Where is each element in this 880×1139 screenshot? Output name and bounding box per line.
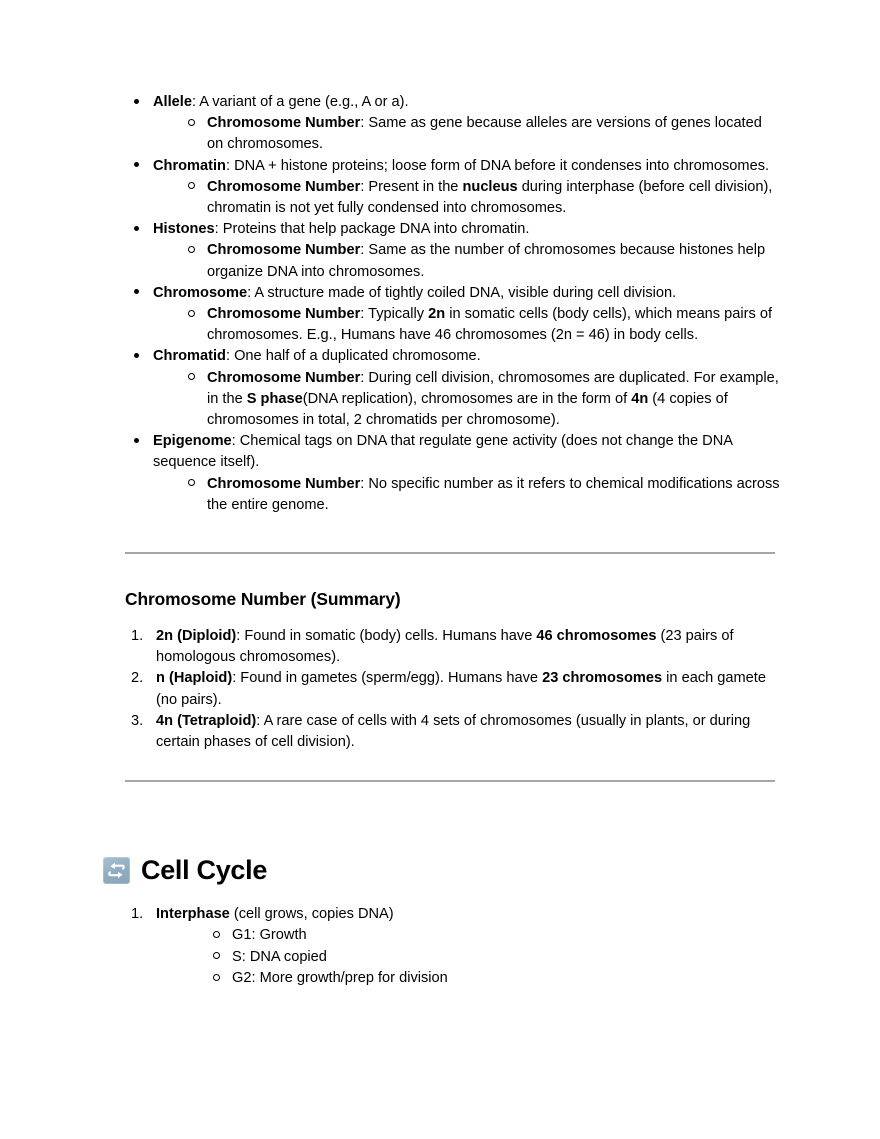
bullet-circle-icon (188, 113, 202, 134)
sub-term: Chromosome Number (207, 369, 361, 386)
summary-text-a: : A rare case of cells with 4 sets of chromosomes (usually in plants, or during certain phases of cell division). (156, 712, 751, 751)
bullet-circle-icon (188, 304, 202, 325)
glossary-definition: : Chemical tags on DNA that regulate gene activity (does not change the DNA sequence itself). (153, 433, 733, 471)
cell-cycle-heading (103, 854, 780, 886)
phase-sub-text: G2: More growth/prep for division (232, 969, 448, 986)
sub-term: Chromosome Number (207, 178, 361, 195)
list-number (131, 668, 143, 689)
glossary-term: Chromatid (153, 348, 226, 365)
summary-term: 4n (Tetraploid) (156, 712, 257, 729)
phase-sub-text: G1: Growth (232, 927, 307, 944)
sub-emphasis-2: 4n (631, 390, 649, 407)
glossary-definition: : A structure made of tightly coiled DNA, visible during cell division. (247, 284, 677, 301)
glossary-sublist (153, 474, 780, 516)
sub-definition-b: in somatic cells (body cells), which means pairs of chromosomes. E.g., Humans have 46 chromosomes (2n = 46) in body cells. (207, 306, 773, 344)
bullet-disc-icon (134, 219, 148, 240)
glossary-definition: : DNA + histone proteins; loose form of DNA before it condenses into chromosomes. (225, 157, 770, 174)
list-item (204, 947, 780, 968)
glossary-definition: : Proteins that help package DNA into chromatin. (214, 221, 530, 238)
list-item (125, 346, 780, 431)
bullet-disc-icon (134, 156, 148, 177)
summary-emphasis: 46 chromosomes (536, 628, 657, 645)
sub-definition: : No specific number as it refers to chemical modifications across the entire genome. (207, 475, 780, 513)
sub-term: Chromosome Number (207, 115, 361, 132)
glossary-list (125, 92, 780, 516)
list-item (125, 156, 780, 220)
sub-definition: : Same as the number of chromosomes because histones help organize DNA into chromosomes. (207, 242, 766, 280)
glossary-sublist (153, 368, 780, 432)
list-item (125, 626, 780, 668)
bullet-circle-icon (188, 474, 202, 495)
list-item (125, 431, 780, 516)
cell-cycle-title: Cell Cycle (141, 855, 268, 886)
list-item (204, 925, 780, 946)
bullet-circle-icon (213, 968, 227, 989)
bullet-disc-icon (134, 283, 148, 304)
section-divider (125, 780, 775, 782)
list-item (125, 668, 780, 710)
bullet-circle-icon (213, 925, 227, 946)
summary-text-b: (23 pairs of homologous chromosomes). (156, 628, 734, 666)
bullet-disc-icon (134, 346, 148, 367)
list-item (125, 283, 780, 347)
sub-emphasis: 2n (428, 306, 446, 323)
glossary-sublist (153, 113, 780, 155)
summary-list (125, 626, 780, 753)
bullet-circle-icon (188, 177, 202, 198)
sub-definition-a: : Typically (360, 306, 429, 323)
section-divider (125, 552, 775, 554)
list-number (131, 626, 143, 647)
sub-definition-a: : Present in the (360, 178, 463, 195)
sub-definition-b: during interphase (before cell division), chromatin is not yet fully condensed into chromosomes. (207, 178, 773, 217)
summary-term: 2n (Diploid) (156, 628, 237, 645)
list-item (179, 474, 780, 516)
glossary-term: Chromosome (153, 284, 248, 301)
bullet-disc-icon (134, 92, 148, 113)
glossary-definition: : One half of a duplicated chromosome. (225, 348, 481, 365)
bullet-disc-icon (134, 431, 148, 452)
summary-text-a: : Found in gametes (sperm/egg). Humans have (232, 670, 543, 687)
phase-sublist (156, 925, 780, 989)
sub-definition-a: : During cell division, chromosomes are duplicated. For example, in the (207, 369, 779, 407)
bullet-circle-icon (188, 368, 202, 389)
list-item (179, 177, 780, 219)
sub-term: Chromosome Number (207, 475, 361, 492)
sub-definition-c: (4 copies of chromosomes in total, 2 chromatids per chromosome). (207, 390, 728, 429)
glossary-definition: : A variant of a gene (e.g., A or a). (191, 94, 409, 110)
phase-text: (cell grows, copies DNA) (229, 906, 394, 923)
list-number (131, 904, 143, 925)
list-item (179, 240, 780, 282)
glossary-sublist (153, 177, 780, 219)
cell-cycle-list (125, 904, 780, 989)
summary-text-b: in each gamete (no pairs). (156, 670, 766, 708)
list-item (125, 711, 780, 753)
bullet-circle-icon (188, 240, 202, 261)
phase-term: Interphase (156, 906, 230, 923)
sub-term: Chromosome Number (207, 242, 361, 259)
summary-emphasis: 23 chromosomes (542, 670, 663, 687)
list-item (125, 219, 780, 283)
list-number (131, 711, 143, 732)
glossary-term: Histones (153, 221, 215, 238)
sub-term: Chromosome Number (207, 306, 361, 323)
list-item (125, 92, 780, 156)
summary-heading: Chromosome Number (Summary) (125, 589, 401, 610)
summary-text-a: : Found in somatic (body) cells. Humans have (236, 628, 537, 645)
cycle-arrows-icon (103, 857, 130, 884)
phase-sub-text: S: DNA copied (232, 948, 327, 965)
glossary-term: Chromatin (153, 157, 226, 174)
sub-definition: : Same as gene because alleles are versions of genes located on chromosomes. (207, 115, 762, 153)
sub-emphasis: nucleus (462, 178, 518, 195)
glossary-term: Allele (153, 94, 192, 110)
list-item (179, 304, 780, 346)
glossary-term: Epigenome (153, 433, 232, 450)
sub-definition-b: (DNA replication), chromosomes are in the form of (302, 390, 632, 407)
summary-term: n (Haploid) (156, 670, 233, 687)
list-item (179, 368, 780, 432)
list-item (179, 113, 780, 155)
list-item (204, 968, 780, 989)
glossary-sublist (153, 304, 780, 346)
sub-emphasis: S phase (246, 390, 303, 407)
glossary-sublist (153, 240, 780, 282)
list-item (125, 904, 780, 989)
bullet-circle-icon (213, 947, 227, 968)
